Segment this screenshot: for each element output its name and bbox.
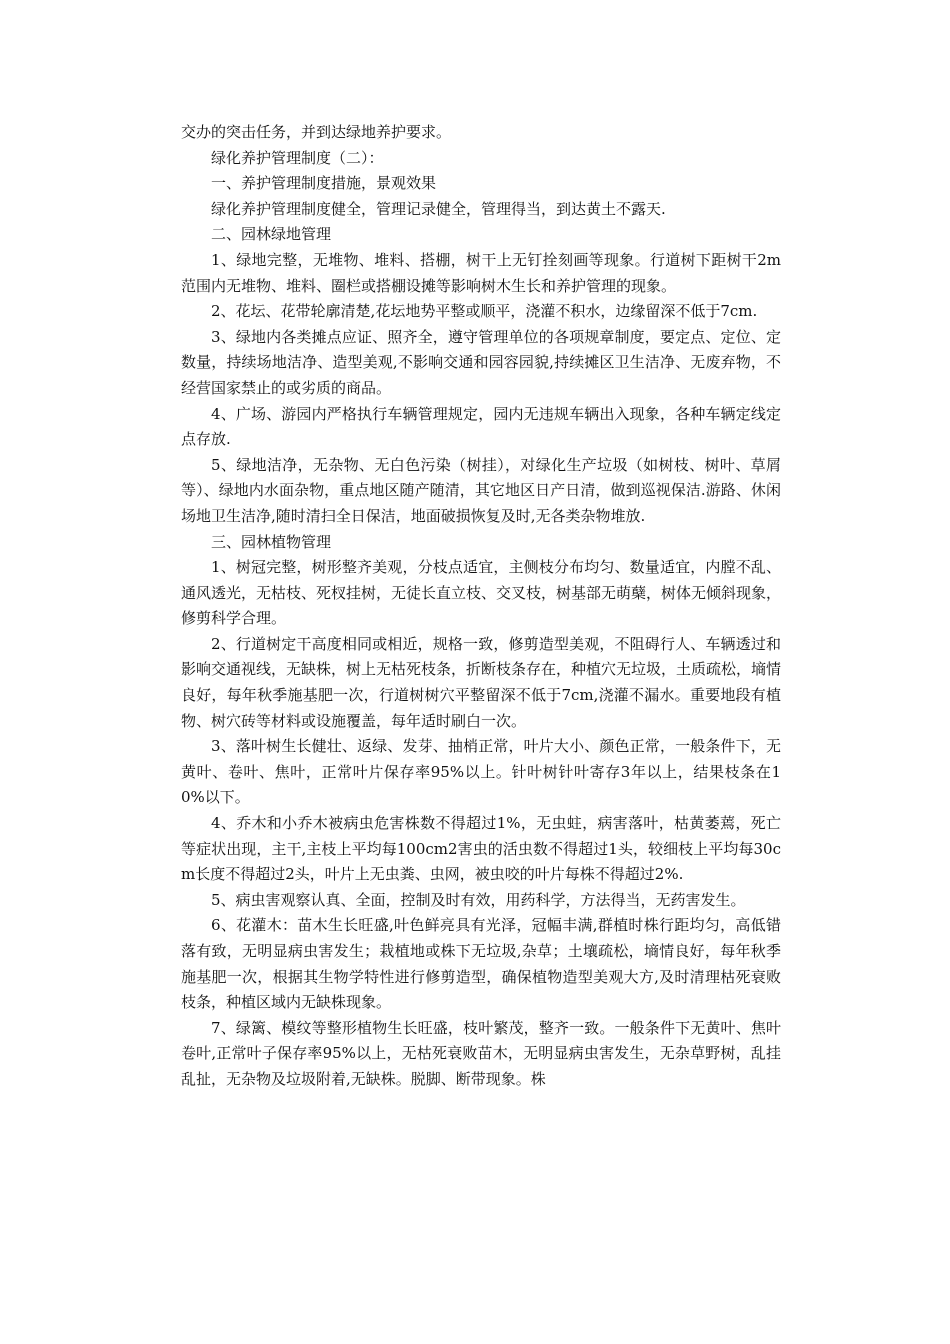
paragraph: 1、树冠完整，树形整齐美观，分枝点适宜，主侧枝分布均匀、数量适宜，内膛不乱、通风透光，无枯枝、死杈挂树，无徒长直立枝、交叉枝，树基部无萌蘖，树体无倾斜现象，修剪科学合理。 <box>181 558 782 628</box>
paragraph: 7、绿篱、模纹等整形植物生长旺盛，枝叶繁茂，整齐一致。一般条件下无黄叶、焦叶卷叶,正常叶子保存率95%以上，无枯死衰败苗木，无明显病虫害发生，无杂草野树，乱挂乱扯，无杂物及垃圾附着,无缺株。脱脚、断带现象。株 <box>181 1018 781 1088</box>
section-title: 绿化养护管理制度（二）： <box>211 148 384 167</box>
paragraph: 5、绿地洁净，无杂物、无白色污染（树挂），对绿化生产垃圾（如树枝、树叶、草屑等）、绿地内水面杂物，重点地区随产随清，其它地区日产日清，做到巡视保洁.游路、休闲场地卫生洁净,随时清扫全日保洁，地面破损恢复及时,无各类杂物堆放. <box>181 455 781 525</box>
paragraph: 5、病虫害观察认真、全面，控制及时有效，用药科学，方法得当，无药害发生。 <box>211 890 746 909</box>
paragraph: 4、广场、游园内严格执行车辆管理规定，园内无违规车辆出入现象，各种车辆定线定点存放. <box>181 404 781 449</box>
paragraph: 1、绿地完整，无堆物、堆料、搭棚，树干上无钉拴刻画等现象。行道树下距树干2m范围内无堆物、堆料、圈栏或搭棚设摊等影响树木生长和养护管理的现象。 <box>181 250 781 295</box>
section-heading: 三、园林植物管理 <box>211 532 332 551</box>
paragraph: 4、乔木和小乔木被病虫危害株数不得超过1%，无虫蛀，病害落叶，枯黄萎蔫，死亡等症状出现，主干,主枝上平均每100cm2害虫的活虫数不得超过1头，较细枝上平均每30cm长度不得超过2头，叶片上无虫粪、虫网，被虫咬的叶片每株不得超过2%. <box>181 814 781 884</box>
paragraph: 2、花坛、花带轮廓清楚,花坛地势平整或顺平，浇灌不积水，边缘留深不低于7cm. <box>211 302 758 321</box>
section-heading: 一、养护管理制度措施，景观效果 <box>211 174 437 193</box>
document-body <box>181 120 781 1093</box>
paragraph: 3、落叶树生长健壮、返绿、发芽、抽梢正常，叶片大小、颜色正常，一般条件下，无黄叶、卷叶、焦叶，正常叶片保存率95%以上。针叶树针叶寄存3年以上，结果枝条在10%以下。 <box>181 737 781 807</box>
paragraph: 2、行道树定干高度相同或相近，规格一致，修剪造型美观，不阻碍行人、车辆透过和影响交通视线，无缺株，树上无枯死枝条，折断枝条存在，种植穴无垃圾，土质疏松，墒情良好，每年秋季施基肥一次，行道树树穴平整留深不低于7cm,浇灌不漏水。重要地段有植物、树穴砖等材料或设施覆盖，每年适时刷白一次。 <box>181 634 782 730</box>
paragraph: 绿化养护管理制度健全，管理记录健全，管理得当，到达黄土不露天. <box>211 199 666 218</box>
paragraph: 交办的突击任务，并到达绿地养护要求。 <box>181 123 452 141</box>
paragraph: 6、花灌木：苗木生长旺盛,叶色鲜亮具有光泽，冠幅丰满,群植时株行距均匀，高低错落有致，无明显病虫害发生；栽植地或株下无垃圾,杂草；土壤疏松，墒情良好，每年秋季施基肥一次，根据其生物学特性进行修剪造型，确保植物造型美观大方,及时清理枯死衰败枝条，种植区域内无缺株现象。 <box>181 916 781 1012</box>
paragraph: 3、绿地内各类摊点应证、照齐全，遵守管理单位的各项规章制度，要定点、定位、定数量，持续场地洁净、造型美观,不影响交通和园容园貌,持续摊区卫生洁净、无废弃物，不经营国家禁止的或劣质的商品。 <box>181 327 781 397</box>
section-heading: 二、园林绿地管理 <box>211 225 332 244</box>
